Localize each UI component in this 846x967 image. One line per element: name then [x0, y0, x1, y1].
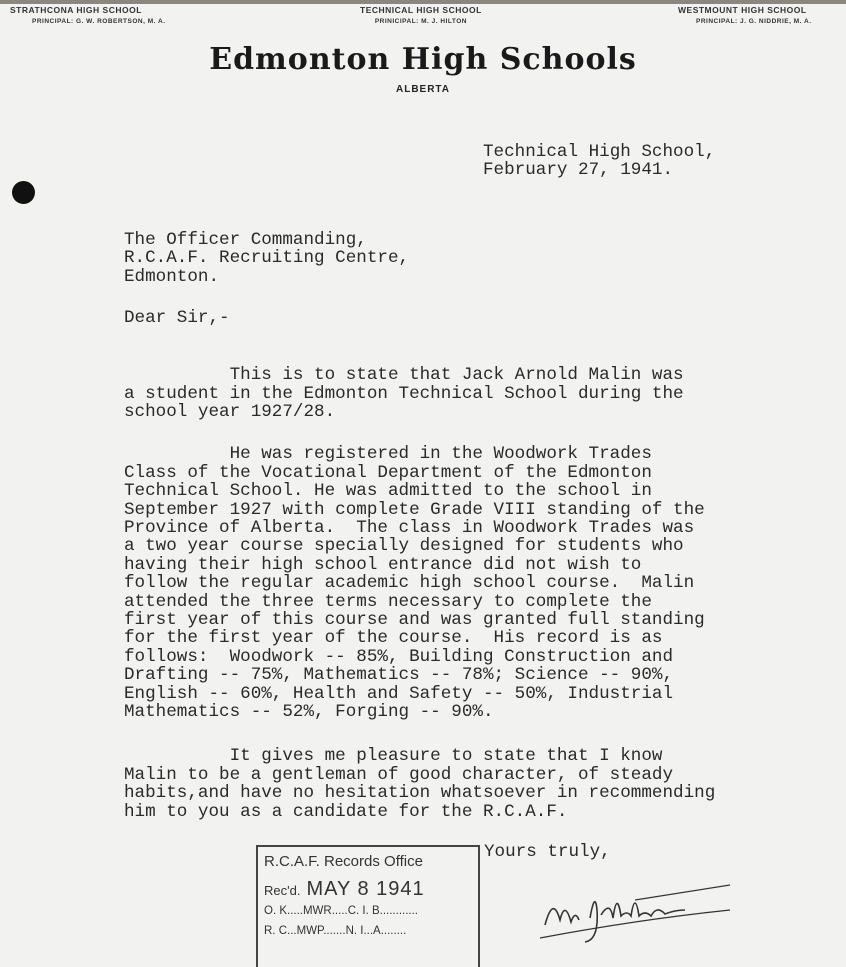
text-line: a student in the Edmonton Technical School during the [124, 383, 684, 404]
text-line: Malin to be a gentleman of good character, of steady [124, 764, 674, 785]
received-label: Rec'd. [264, 883, 301, 898]
text-line: having their high school entrance did not wish to [124, 554, 642, 575]
text-line: Technical School. He was admitted to the school in [124, 481, 652, 502]
signature [535, 880, 735, 950]
school-principal: PRINICIPAL: M. J. HILTON [374, 18, 467, 25]
signature-scribble [535, 880, 735, 950]
text-line: Class of the Vocational Department of the Edmonton [124, 462, 652, 483]
text-line: It gives me pleasure to state that I know [124, 746, 663, 767]
scan-edge [0, 0, 846, 4]
text-line: He was registered in the Woodwork Trades [124, 444, 652, 465]
paragraph-3 [124, 729, 715, 839]
letterhead-school-strathcona [10, 5, 166, 25]
sender-block [483, 143, 715, 180]
school-principal: PRINCIPAL: G. W. ROBERTSON, M. A. [32, 18, 166, 25]
letter-date: February 27, 1941. [483, 160, 674, 181]
text-line: a two year course specially designed for students who [124, 536, 684, 557]
sender-line: Technical High School, [483, 142, 716, 162]
school-principal: PRINCIPAL: J. G. NIDDRIE, M. A. [696, 18, 812, 25]
recipient-line: The Officer Commanding, [124, 230, 367, 250]
text-line: school year 1927/28. [124, 402, 336, 423]
text-line: follows: Woodwork -- 85%, Building Construction and [124, 646, 674, 667]
text-line: Province of Alberta. The class in Woodwork Trades was [124, 518, 695, 539]
letterhead-school-technical [360, 5, 482, 25]
letterhead-school-westmount [678, 5, 812, 25]
paragraph-2 [124, 427, 705, 740]
text-line: first year of this course and was granted full standing [124, 610, 705, 631]
text-line: attended the three terms necessary to complete the [124, 591, 652, 612]
text-line: habits,and have no hesitation whatsoever in recommending [124, 783, 716, 804]
punch-hole [12, 181, 35, 204]
stamp-header: R.C.A.F. Records Office [264, 853, 423, 870]
text-line: Mathematics -- 52%, Forging -- 90%. [124, 702, 494, 723]
salutation: Dear Sir,- [124, 308, 230, 328]
closing: Yours truly, [484, 842, 611, 862]
text-line: This is to state that Jack Arnold Malin was [124, 365, 684, 386]
text-line: follow the regular academic high school course. Malin [124, 573, 695, 594]
school-name: TECHNICAL HIGH SCHOOL [360, 5, 482, 15]
stamp-rc-line: R. C...MWP.......N. I...A........ [264, 925, 407, 937]
recipient-block [124, 231, 409, 286]
school-name: STRATHCONA HIGH SCHOOL [10, 5, 142, 15]
letterhead-subtitle: ALBERTA [395, 84, 451, 95]
text-line: for the first year of the course. His record is as [124, 628, 663, 649]
recipient-line: R.C.A.F. Recruiting Centre, [124, 248, 410, 269]
received-date: MAY 8 1941 [306, 878, 425, 900]
letterhead-title: Edmonton High Schools [209, 42, 637, 77]
stamp-received [264, 878, 478, 901]
stamp-ok-line: O. K.....MWR.....C. I. B............ [264, 905, 418, 917]
school-name: WESTMOUNT HIGH SCHOOL [678, 5, 807, 15]
text-line: him to you as a candidate for the R.C.A.F. [124, 801, 568, 822]
recipient-line: Edmonton. [124, 266, 220, 287]
text-line: Drafting -- 75%, Mathematics -- 78%; Science -- 90%, [124, 665, 674, 686]
records-office-stamp [256, 845, 480, 967]
text-line: September 1927 with complete Grade VIII standing of the [124, 499, 705, 520]
text-line: English -- 60%, Health and Safety -- 50%, Industrial [124, 683, 674, 704]
